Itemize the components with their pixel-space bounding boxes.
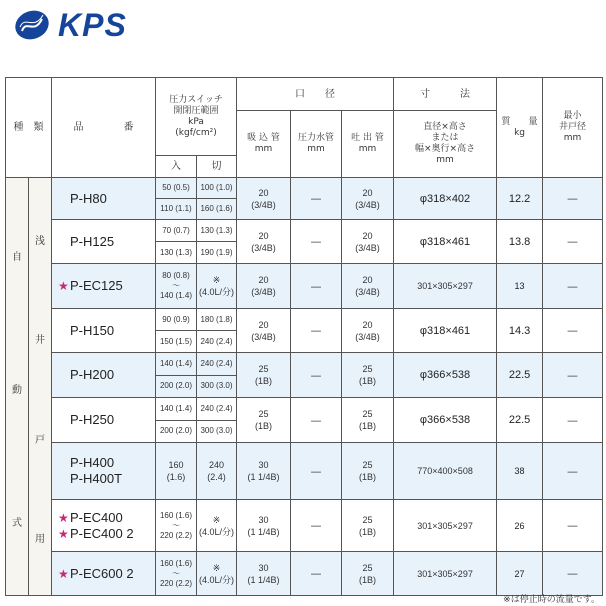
pressure-off-line: (4.0L/分) [199,526,235,537]
min-well-value: — [543,264,603,309]
discharge-size [342,178,394,220]
discharge-size-line: (1B) [359,574,377,585]
suction-size [237,353,291,398]
header-discharge [342,111,394,178]
mass-value: 38 [497,443,543,500]
pressure-on [156,500,197,552]
mass-value: 13.8 [497,220,543,264]
pressure-on: 150 (1.5) [156,331,197,353]
pressure-on: 130 (1.3) [156,242,197,264]
model-name: P-H125 [70,233,115,249]
pressure-off: 190 (1.9) [197,242,237,264]
suction-size [237,220,291,264]
pressure-on-line: 220 (2.2) [159,578,193,588]
mass-line: 質 量 [501,116,538,127]
pressure-switch-line: kPa [188,116,204,127]
discharge-size-line: 25 [362,460,373,470]
model-name: P-H200 [70,367,115,382]
suction-size-line: (1B) [255,421,273,431]
pressure-off: 160 (1.6) [197,199,237,220]
model-cell [52,552,156,596]
dimension-value: 770×400×508 [394,443,497,500]
pressure-pipe-size: — [291,398,342,443]
discharge-size [342,398,394,443]
mass-value: 22.5 [497,353,543,398]
header-suction [237,111,291,178]
dimension-line: または [431,133,459,143]
pressure-pipe-size: — [291,220,342,264]
header-pressure-switch [156,78,237,156]
pressure-on: 140 (1.4) [156,353,197,376]
mass-value: 12.2 [497,178,543,220]
suction-size-line: 30 [258,514,269,525]
pressure-pipe-size: — [291,443,342,500]
header-mass [497,78,543,178]
min-well-value: — [543,500,603,552]
model-cell [52,220,156,264]
table-row [6,443,603,472]
pressure-pipe-size: — [291,500,342,552]
suction-size-line: 20 [258,275,269,285]
suction-size-line: 30 [258,562,269,573]
dimension-value: φ318×461 [394,220,497,264]
suction-size-line: 20 [258,319,269,330]
model-name: P-H400 [70,455,115,470]
min-well-line: 最小 [563,111,582,121]
discharge-size-line: (1B) [359,376,377,386]
pressure-on: 140 (1.4) [156,398,197,421]
suction-size [237,398,291,443]
table-row [6,552,603,574]
type-shallow-well [29,178,52,596]
star-icon: ★ [58,510,69,525]
pressure-off: 240 (2.4) [197,398,237,421]
pressure-off-line: (4.0L/分) [199,287,235,297]
mass-value: 14.3 [497,309,543,353]
pressure-off-line: ※ [212,562,221,573]
min-well-value: — [543,443,603,500]
pressure-switch-line: (kgf/cm²) [175,127,217,138]
pressure-off: 130 (1.3) [197,220,237,242]
discharge-size-line: (3/4B) [355,331,380,342]
suction-size-line: (1 1/4B) [247,526,280,537]
model-cell [52,309,156,353]
discharge-size-line: (1B) [359,526,377,537]
suction-size [237,552,291,596]
model-cell [52,500,156,552]
suction-size-line: 25 [258,364,269,374]
dimension-value: φ318×402 [394,178,497,220]
type-automatic [6,178,29,596]
model-cell [52,353,156,398]
dimension-value: 301×305×297 [394,552,497,596]
pressure-off [197,552,237,596]
discharge-size-line: 25 [362,409,373,419]
suction-size-line: (3/4B) [251,331,276,342]
pressure-on: 200 (2.0) [156,420,197,443]
min-well-value: — [543,353,603,398]
min-well-value: — [543,309,603,353]
discharge-size-line: 20 [362,230,373,241]
discharge-size-line: (1B) [359,421,377,431]
model-name: ★P-EC400 [58,509,123,525]
pressure-off [197,443,237,500]
min-well-line: mm [563,133,582,143]
model-cell [52,443,156,500]
pressure-on [156,264,197,309]
suction-size [237,178,291,220]
table-row [6,500,603,526]
pressure-off-line: (2.4) [207,472,226,482]
star-icon: ★ [58,566,69,581]
header-dimension-sub [394,111,497,178]
pressure-on-line: 〜 [172,568,180,578]
suction-size-line: (3/4B) [251,287,276,297]
pressure-off-line: (4.0L/分) [199,574,235,585]
pressure-on: 90 (0.9) [156,309,197,331]
header-pressure-pipe [291,111,342,178]
mass-value: 26 [497,500,543,552]
discharge-size [342,309,394,353]
table-row [6,178,603,199]
pressure-on-line: 140 (1.4) [159,291,193,300]
mass-value: 13 [497,264,543,309]
suction-size-line: 30 [258,460,269,470]
discharge-line: mm [358,144,377,154]
pressure-off: 240 (2.4) [197,331,237,353]
discharge-size [342,264,394,309]
pressure-on-line: 160 [168,460,184,470]
min-well-line: 井戸径 [559,122,587,132]
header-bore: 口 径 [237,78,394,111]
model-name: P-H400T [70,471,123,486]
discharge-size-line: 25 [362,514,373,525]
discharge-size-line: 25 [362,364,373,374]
pressure-switch-line: 圧力スイッチ [169,94,223,105]
pressure-off-line: ※ [212,275,221,285]
suction-size [237,500,291,552]
suction-size-line: (3/4B) [251,199,276,210]
dimension-line: mm [436,155,454,165]
discharge-size-line: (1B) [359,472,377,482]
discharge-size-line: 20 [362,275,373,285]
mass-value: 22.5 [497,398,543,443]
discharge-size [342,353,394,398]
suction-line: mm [254,144,273,154]
pressure-pipe-line: 圧力水管 [298,133,335,143]
pressure-on-line: 〜 [172,281,180,290]
header-off: 切 [197,156,237,178]
table-row [6,309,603,331]
header-on: 入 [156,156,197,178]
pressure-on-line: 220 (2.2) [159,530,193,540]
dimension-value: φ366×538 [394,353,497,398]
suction-size [237,264,291,309]
discharge-size-line: (3/4B) [355,287,380,297]
pressure-switch-line: 開閉圧範囲 [173,105,219,116]
table-row [6,398,603,421]
table-row [6,220,603,242]
discharge-size-line: (3/4B) [355,199,380,210]
dimension-value: φ366×538 [394,398,497,443]
min-well-value: — [543,398,603,443]
pressure-pipe-size: — [291,309,342,353]
dimension-value: 301×305×297 [394,500,497,552]
model-name: P-H150 [70,322,115,338]
table-row [6,353,603,376]
pressure-on: 70 (0.7) [156,220,197,242]
mass-line: kg [514,127,526,138]
type-automatic-char: 式 [12,517,22,529]
pressure-off-line: 240 [208,460,225,470]
model-cell [52,264,156,309]
header-type: 種 類 [6,78,52,178]
discharge-line: 吐 出 管 [351,133,384,143]
pressure-pipe-size: — [291,552,342,596]
model-cell [52,178,156,220]
suction-size-line: 20 [258,230,269,241]
discharge-size-line: 25 [362,562,373,573]
pressure-pipe-size: — [291,178,342,220]
model-name: P-H80 [70,190,107,206]
pressure-on: 50 (0.5) [156,178,197,199]
dimension-line: 直径×高さ [423,122,467,132]
min-well-value: — [543,220,603,264]
pressure-off: 300 (3.0) [197,420,237,443]
spec-table [5,77,603,596]
type-shallow-well-char: 戸 [35,434,45,446]
header-min-well [543,78,603,178]
pressure-on-line: 160 (1.6) [159,558,193,568]
header-model: 品 番 [52,78,156,178]
kps-swirl-logo-icon [12,9,52,41]
pressure-off: 180 (1.8) [197,309,237,331]
model-cell [52,398,156,443]
pressure-on-line: 80 (0.8) [162,271,190,280]
pressure-on: 110 (1.1) [156,199,197,220]
pressure-on [156,552,197,596]
suction-size [237,443,291,500]
dimension-value: 301×305×297 [394,264,497,309]
star-icon: ★ [58,526,69,541]
discharge-size [342,500,394,552]
table-row [6,264,603,287]
discharge-size-line: (3/4B) [355,242,380,253]
pressure-pipe-size: — [291,264,342,309]
star-icon: ★ [58,279,69,293]
suction-size-line: 20 [258,187,269,198]
suction-size-line: (1 1/4B) [247,472,280,482]
pressure-on-line: (1.6) [166,472,186,482]
pressure-off-line: ※ [212,514,221,525]
dimension-value: φ318×461 [394,309,497,353]
pressure-off [197,264,237,309]
model-name: ★P-EC125 [58,278,123,293]
pressure-on: 200 (2.0) [156,375,197,398]
pressure-on-line: 〜 [172,520,180,530]
model-name: ★P-EC600 2 [58,565,134,581]
pressure-pipe-size: — [291,353,342,398]
model-name: ★P-EC400 2 [58,525,134,541]
pressure-pipe-line: mm [307,144,325,154]
suction-size-line: (3/4B) [251,242,276,253]
header-dimension: 寸 法 [394,78,497,111]
type-shallow-well-char: 井 [35,335,45,347]
suction-size-line: (1 1/4B) [247,574,280,585]
mass-value: 27 [497,552,543,596]
pressure-off [197,500,237,552]
discharge-size [342,552,394,596]
discharge-size-line: 20 [362,187,373,198]
suction-size-line: (1B) [255,376,273,386]
pressure-on [156,443,197,500]
min-well-value: — [543,552,603,596]
footnote: ※は停止時の流量です。 [503,595,600,605]
discharge-size [342,220,394,264]
pressure-on-line: 160 (1.6) [159,510,193,520]
pressure-off: 300 (3.0) [197,375,237,398]
brand-logo [12,8,127,42]
suction-size-line: 25 [258,409,269,419]
dimension-line: 幅×奥行×高さ [415,144,476,154]
brand-name: KPS [58,7,127,43]
min-well-value: — [543,178,603,220]
type-automatic-char: 動 [12,384,22,396]
suction-size [237,309,291,353]
suction-line: 吸 込 管 [247,133,280,143]
discharge-size [342,443,394,500]
discharge-size-line: 20 [362,319,373,330]
model-name: P-H250 [70,412,115,427]
type-automatic-char: 自 [12,252,22,264]
pressure-off: 100 (1.0) [197,178,237,199]
type-shallow-well-char: 用 [35,534,45,546]
type-shallow-well-char: 浅 [35,235,45,247]
pressure-off: 240 (2.4) [197,353,237,376]
